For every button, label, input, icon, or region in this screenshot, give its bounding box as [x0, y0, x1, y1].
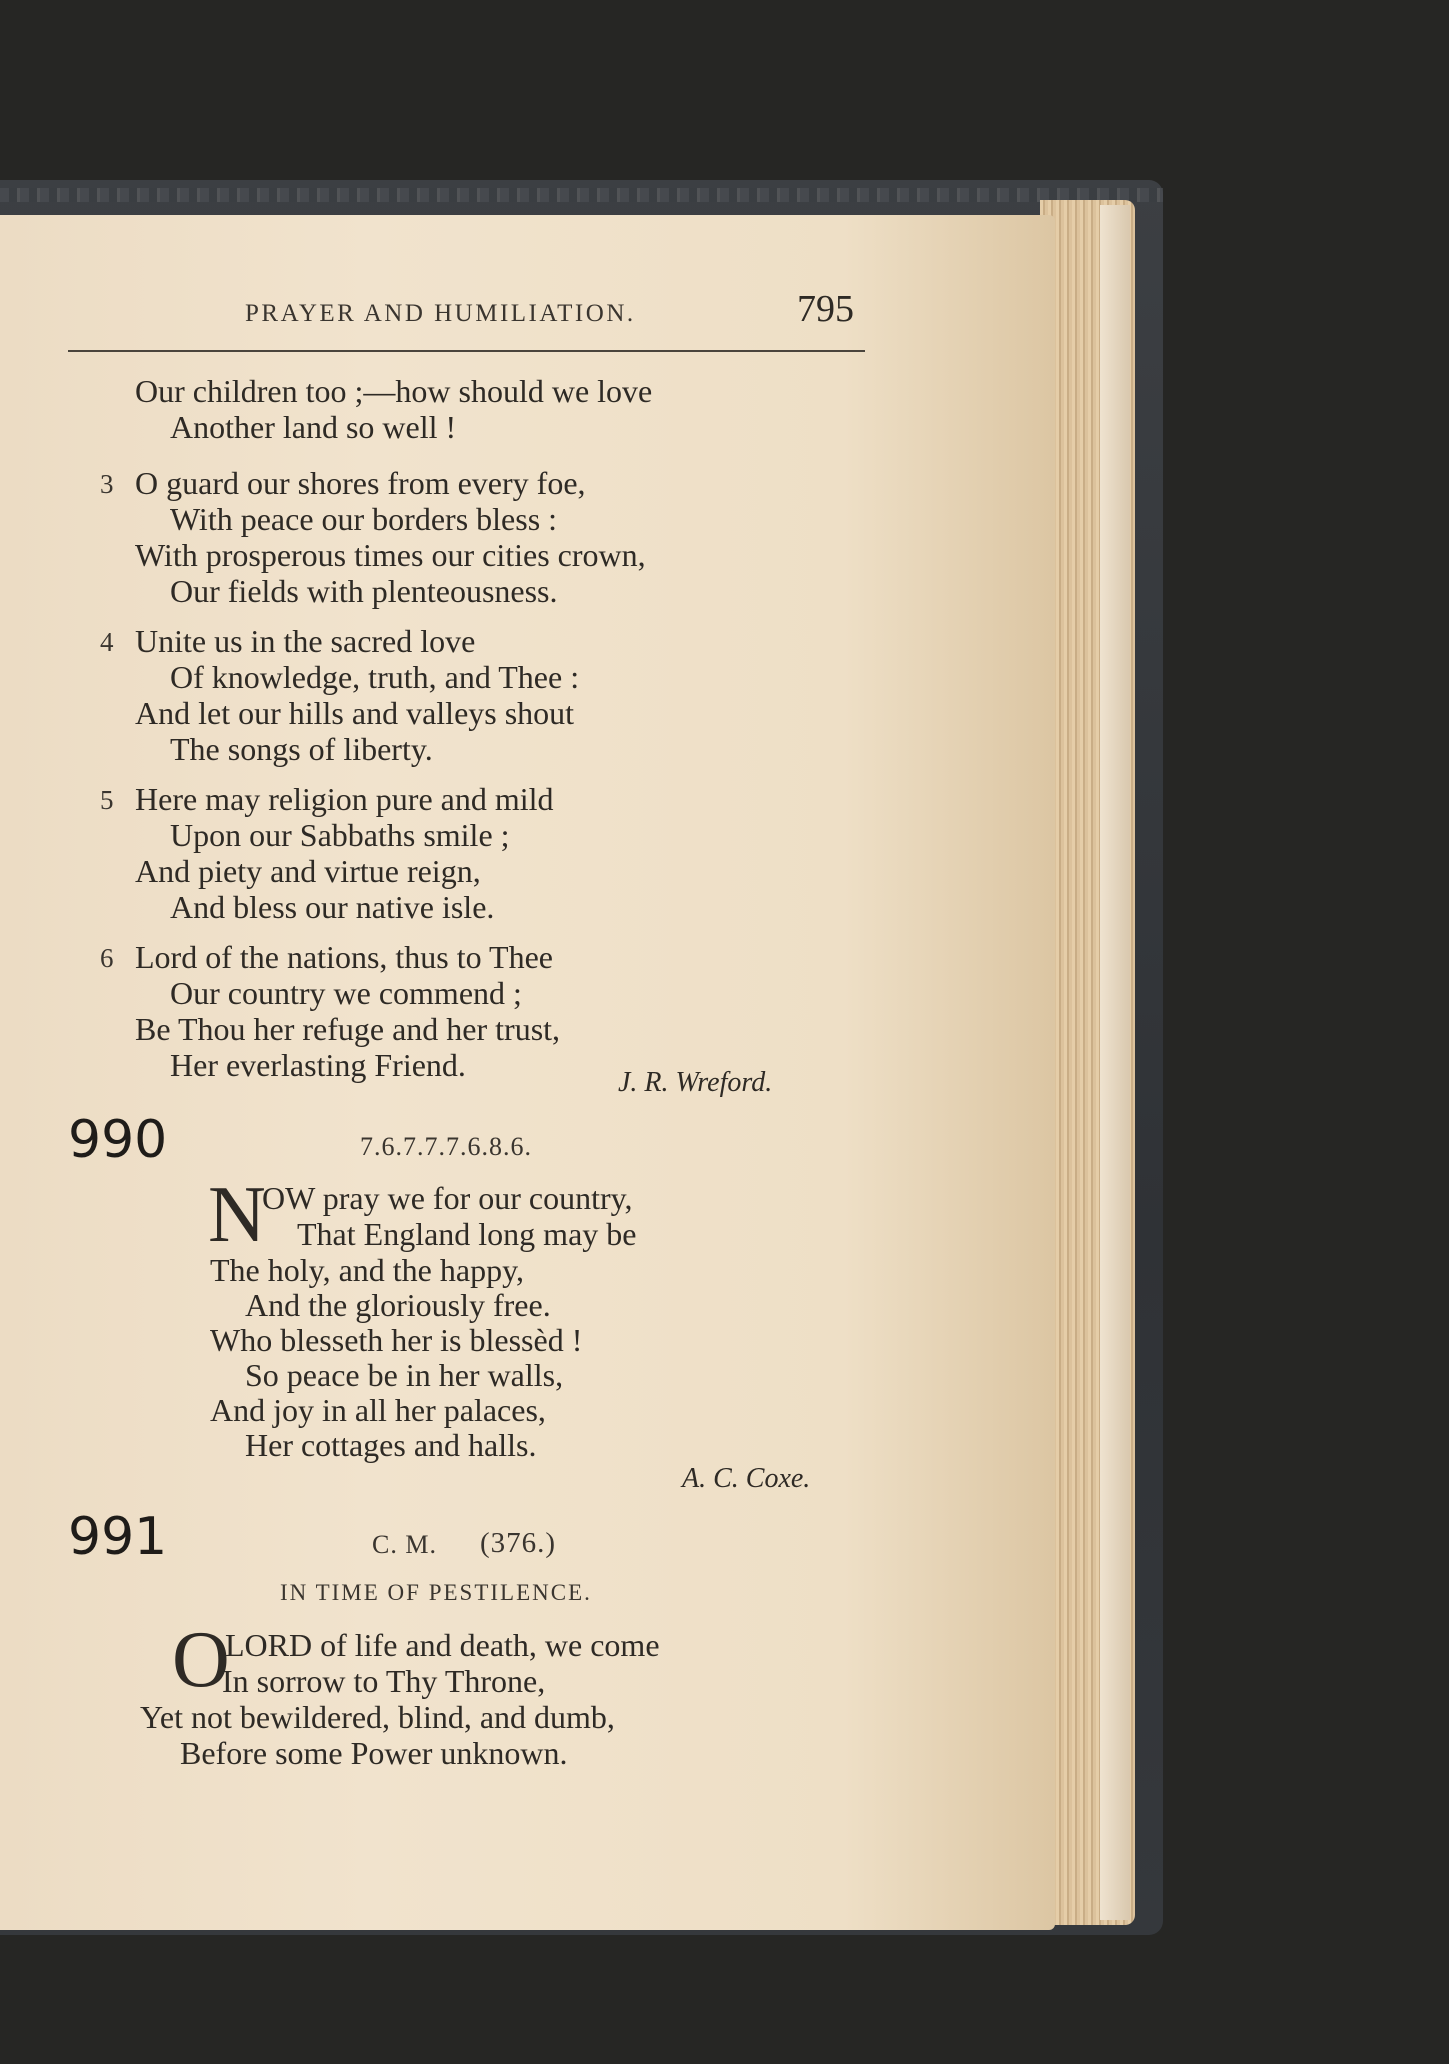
text-line: Be Thou her refuge and her trust, — [135, 1011, 561, 1047]
text-line: That England long may be — [297, 1216, 637, 1252]
text-line: Our children too ;—how should we love — [135, 373, 653, 409]
author-attribution: A. C. Coxe. — [682, 1463, 811, 1494]
text-line: Of knowledge, truth, and Thee : — [170, 659, 580, 695]
text-line: The songs of liberty. — [170, 731, 433, 767]
text-line: Unite us in the sacred love — [135, 623, 476, 659]
drop-cap: O — [172, 1616, 230, 1704]
text-line: Lord of the nations, thus to Thee — [135, 939, 553, 975]
text-line: Upon our Sabbaths smile ; — [170, 817, 510, 853]
text-line: Her cottages and halls. — [245, 1427, 537, 1463]
text-line: And bless our native isle. — [170, 889, 495, 925]
text-line: Our country we commend ; — [170, 975, 522, 1011]
text-line: In sorrow to Thy Throne, — [222, 1663, 546, 1699]
header-rule — [68, 350, 865, 352]
hymn-reference: (376.) — [480, 1527, 557, 1559]
text-line: The holy, and the happy, — [210, 1252, 524, 1288]
hymn-subtitle: IN TIME OF PESTILENCE. — [280, 1580, 592, 1605]
hymn-number: 990 — [68, 1110, 168, 1170]
text-line: And joy in all her palaces, — [210, 1392, 546, 1428]
book-page — [0, 215, 1055, 1930]
drop-cap: N — [208, 1171, 266, 1259]
text-line: With peace our borders bless : — [170, 501, 558, 537]
text-line: OW pray we for our country, — [262, 1180, 633, 1216]
text-line: Before some Power unknown. — [180, 1735, 568, 1771]
text-line: And piety and virtue reign, — [135, 853, 481, 889]
author-attribution: J. R. Wreford. — [618, 1067, 773, 1098]
text-line: O guard our shores from every foe, — [135, 465, 586, 501]
text-line: Yet not bewildered, blind, and dumb, — [140, 1699, 615, 1735]
text-line: And the gloriously free. — [245, 1287, 551, 1323]
text-line: Her everlasting Friend. — [170, 1047, 466, 1083]
text-line: Our fields with plenteousness. — [170, 573, 558, 609]
verse-number: 5 — [100, 785, 114, 815]
verse-number: 3 — [100, 469, 114, 499]
running-head: PRAYER AND HUMILIATION. — [245, 300, 636, 327]
text-line: With prosperous times our cities crown, — [135, 537, 646, 573]
meter: C. M. — [372, 1530, 437, 1559]
page-number: 795 — [797, 288, 854, 330]
text-line: So peace be in her walls, — [245, 1357, 564, 1393]
endpaper — [1100, 205, 1130, 1920]
verse-number: 6 — [100, 943, 114, 973]
meter: 7.6.7.7.7.6.8.6. — [360, 1132, 532, 1161]
text-line: Another land so well ! — [170, 409, 457, 445]
hymn-number: 991 — [68, 1507, 168, 1567]
text-line: And let our hills and valleys shout — [135, 695, 575, 731]
verse-number: 4 — [100, 627, 114, 657]
text-line: Who blesseth her is blessèd ! — [210, 1322, 583, 1358]
text-line: Here may religion pure and mild — [135, 781, 554, 817]
text-line: LORD of life and death, we come — [225, 1627, 660, 1663]
